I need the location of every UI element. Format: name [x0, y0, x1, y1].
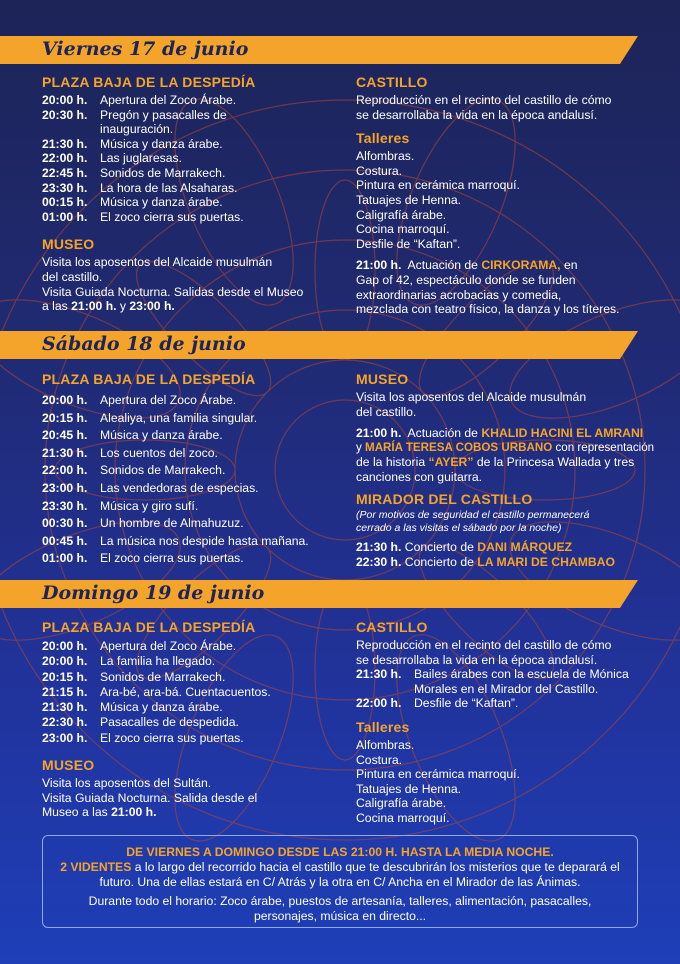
- saturday-left-column: [42, 371, 342, 568]
- section-title-castillo: CASTILLO: [356, 74, 428, 90]
- section-title-plaza: PLAZA BAJA DE LA DESPEDÍA: [42, 371, 256, 387]
- list-item: 23:00 h. El zoco cierra sus puertas.: [42, 730, 244, 745]
- list-item: 21:30 h. Concierto de DANI MÁRQUEZ: [356, 539, 573, 554]
- section-title-plaza: PLAZA BAJA DE LA DESPEDÍA: [42, 619, 256, 635]
- list-item: 20:15 h. Sonidos de Marrakech.: [42, 669, 226, 684]
- info-line: Durante todo el horario: Zoco árabe, puestos de artesanía, talleres, alimentación, pasacalles,: [88, 894, 592, 908]
- list-item: 22:30 h. Pasacalles de despedida.: [42, 715, 239, 730]
- list-item: 20:00 h. Apertura del Zoco Árabe.: [42, 93, 237, 107]
- list-item: 21:30 h. Música y danza árabe.: [42, 136, 223, 151]
- list-item: 00:15 h. Música y danza árabe.: [42, 195, 223, 210]
- list-item: 00:30 h. Un hombre de Almahuzuz.: [42, 516, 244, 531]
- list-item: 20:30 h. Pregón y pasacalles de inauguración.: [42, 107, 227, 137]
- list-item: Costura.: [356, 163, 403, 178]
- list-item: 23:30 h. La hora de las Alsaharas.: [42, 180, 238, 195]
- day-title: Viernes 17 de junio: [42, 38, 249, 60]
- list-item: 22:30 h. Concierto de LA MARI DE CHAMBAO: [356, 555, 615, 570]
- list-item: Cocina marroquí.: [356, 222, 450, 237]
- museo-description: Visita los aposentos del Alcaide musulmán del castillo.: [356, 390, 587, 419]
- day-banner-saturday: [0, 331, 638, 359]
- list-item: Desfile de “Kaftan”.: [356, 236, 461, 251]
- list-item: 20:00 h. Apertura del Zoco Árabe.: [42, 639, 237, 653]
- list-item: Pintura en cerámica marroquí.: [356, 767, 520, 782]
- day-title: Domingo 19 de junio: [42, 582, 265, 604]
- list-item: Caligrafía árabe.: [356, 207, 447, 222]
- talleres-list: [356, 738, 646, 826]
- list-item: 20:00 h. La familia ha llegado.: [42, 654, 216, 669]
- museo-description: Visita los aposentos del Alcaide musulmán del castillo. Visita Guiada Nocturna. Salidas desde el Museo a las 21:00 h. y 23:00 h.: [42, 255, 304, 314]
- info-headline: DE VIERNES A DOMINGO DESDE LAS 21:00 H. HASTA LA MEDIA NOCHE.: [126, 845, 554, 859]
- mirador-note: (Por motivos de seguridad el castillo permanecerá cerrado a las visitas el sábado por la noche): [356, 508, 590, 534]
- list-item: Tatuajes de Henna.: [356, 192, 462, 207]
- section-title-castillo: CASTILLO: [356, 619, 428, 635]
- section-title-talleres: Talleres: [356, 130, 410, 147]
- list-item: 22:45 h. Sonidos de Marrakech.: [42, 165, 226, 180]
- sunday-left-column: [42, 619, 342, 820]
- list-item: 00:45 h. La música nos despide hasta mañana.: [42, 533, 309, 548]
- list-item: 21:30 h. Bailes árabes con la escuela de Mónica Morales en el Mirador del Castillo.: [356, 667, 629, 696]
- talleres-list: [356, 149, 646, 251]
- list-item: Caligrafía árabe.: [356, 796, 447, 811]
- friday-right-column: [356, 74, 646, 317]
- list-item: 23:30 h. Música y giro sufí.: [42, 498, 199, 513]
- list-item: 22:00 h. Desfile de “Kaftan”.: [356, 696, 519, 711]
- list-item: 23:00 h. Las vendedoras de especias.: [42, 480, 259, 495]
- info-line: personajes, música en directo...: [253, 909, 427, 923]
- list-item: 21:15 h. Ara-bé, ara-bá. Cuentacuentos.: [42, 684, 271, 699]
- list-item: Costura.: [356, 752, 403, 767]
- friday-left-column: [42, 74, 342, 314]
- list-item: Alfombras.: [356, 737, 415, 752]
- list-item: Pintura en cerámica marroquí.: [356, 178, 520, 193]
- list-item: 20:00 h. Apertura del Zoco Árabe.: [42, 393, 237, 407]
- section-title-museo: MUSEO: [356, 371, 409, 387]
- list-item: Cocina marroquí.: [356, 810, 450, 825]
- museo-description: Visita los aposentos del Sultán. Visita Guiada Nocturna. Salida desde el Museo a las 21:00 h.: [42, 776, 258, 820]
- day-banner-friday: [0, 36, 638, 64]
- list-item: 21:30 h. Los cuentos del zoco.: [42, 445, 218, 460]
- sunday-right-column: [356, 619, 646, 826]
- section-title-plaza: PLAZA BAJA DE LA DESPEDÍA: [42, 74, 256, 90]
- info-videntes: 2 VIDENTES a lo largo del recorrido hacia el castillo que te descubrirán los misterios que te deparará el: [60, 860, 620, 874]
- list-item: 01:00 h. El zoco cierra sus puertas.: [42, 209, 244, 224]
- castillo-description: Reproducción en el recinto del castillo de cómo se desarrollaba la vida en la época andalusí.: [356, 93, 612, 122]
- section-title-mirador: MIRADOR DEL CASTILLO: [356, 490, 533, 507]
- khalid-act: 21:00 h. Actuación de KHALID HACINI EL AMRANI y MARÍA TERESA COBOS URBANO con representación de la historia “AYER” de la Princesa Wallada y tres canciones con guitarra.: [356, 426, 655, 484]
- info-box: [42, 835, 638, 928]
- list-item: 21:30 h. Música y danza árabe.: [42, 700, 223, 715]
- section-title-talleres: Talleres: [356, 718, 410, 735]
- list-item: Tatuajes de Henna.: [356, 781, 462, 796]
- concerts: [356, 540, 656, 570]
- info-line: futuro. Una de ellas estará en C/ Atrás y la otra en C/ Ancha en el Mirador de las Ánimas.: [99, 875, 581, 889]
- list-item: 20:15 h. Alealiya, una familia singular.: [42, 410, 258, 425]
- saturday-right-column: [356, 371, 656, 570]
- list-item: 22:00 h. Las juglaresas.: [42, 151, 182, 166]
- list-item: Alfombras.: [356, 149, 415, 164]
- list-item: 01:00 h. El zoco cierra sus puertas.: [42, 551, 244, 566]
- section-title-museo: MUSEO: [42, 236, 95, 253]
- section-title-museo: MUSEO: [42, 757, 95, 774]
- day-banner-sunday: [0, 580, 638, 608]
- castillo-description: Reproducción en el recinto del castillo de cómo se desarrollaba la vida en la época andalusí. 21:30 h. Bailes árabes con la escuela de Mónica Morales en el Mirador del Castillo. 22:00 h. Desfile de “Kaftan”.: [356, 638, 646, 711]
- list-item: 22:00 h. Sonidos de Marrakech.: [42, 463, 226, 478]
- cirkorama-act: 21:00 h. Actuación de CIRKORAMA, en Gap of 42, espectáculo donde se funden extraordinarias acrobacias y comedia, mezclada con teatro físico, la danza y los títeres.: [356, 258, 620, 317]
- day-title: Sábado 18 de junio: [42, 333, 246, 355]
- list-item: 20:45 h. Música y danza árabe.: [42, 428, 223, 443]
